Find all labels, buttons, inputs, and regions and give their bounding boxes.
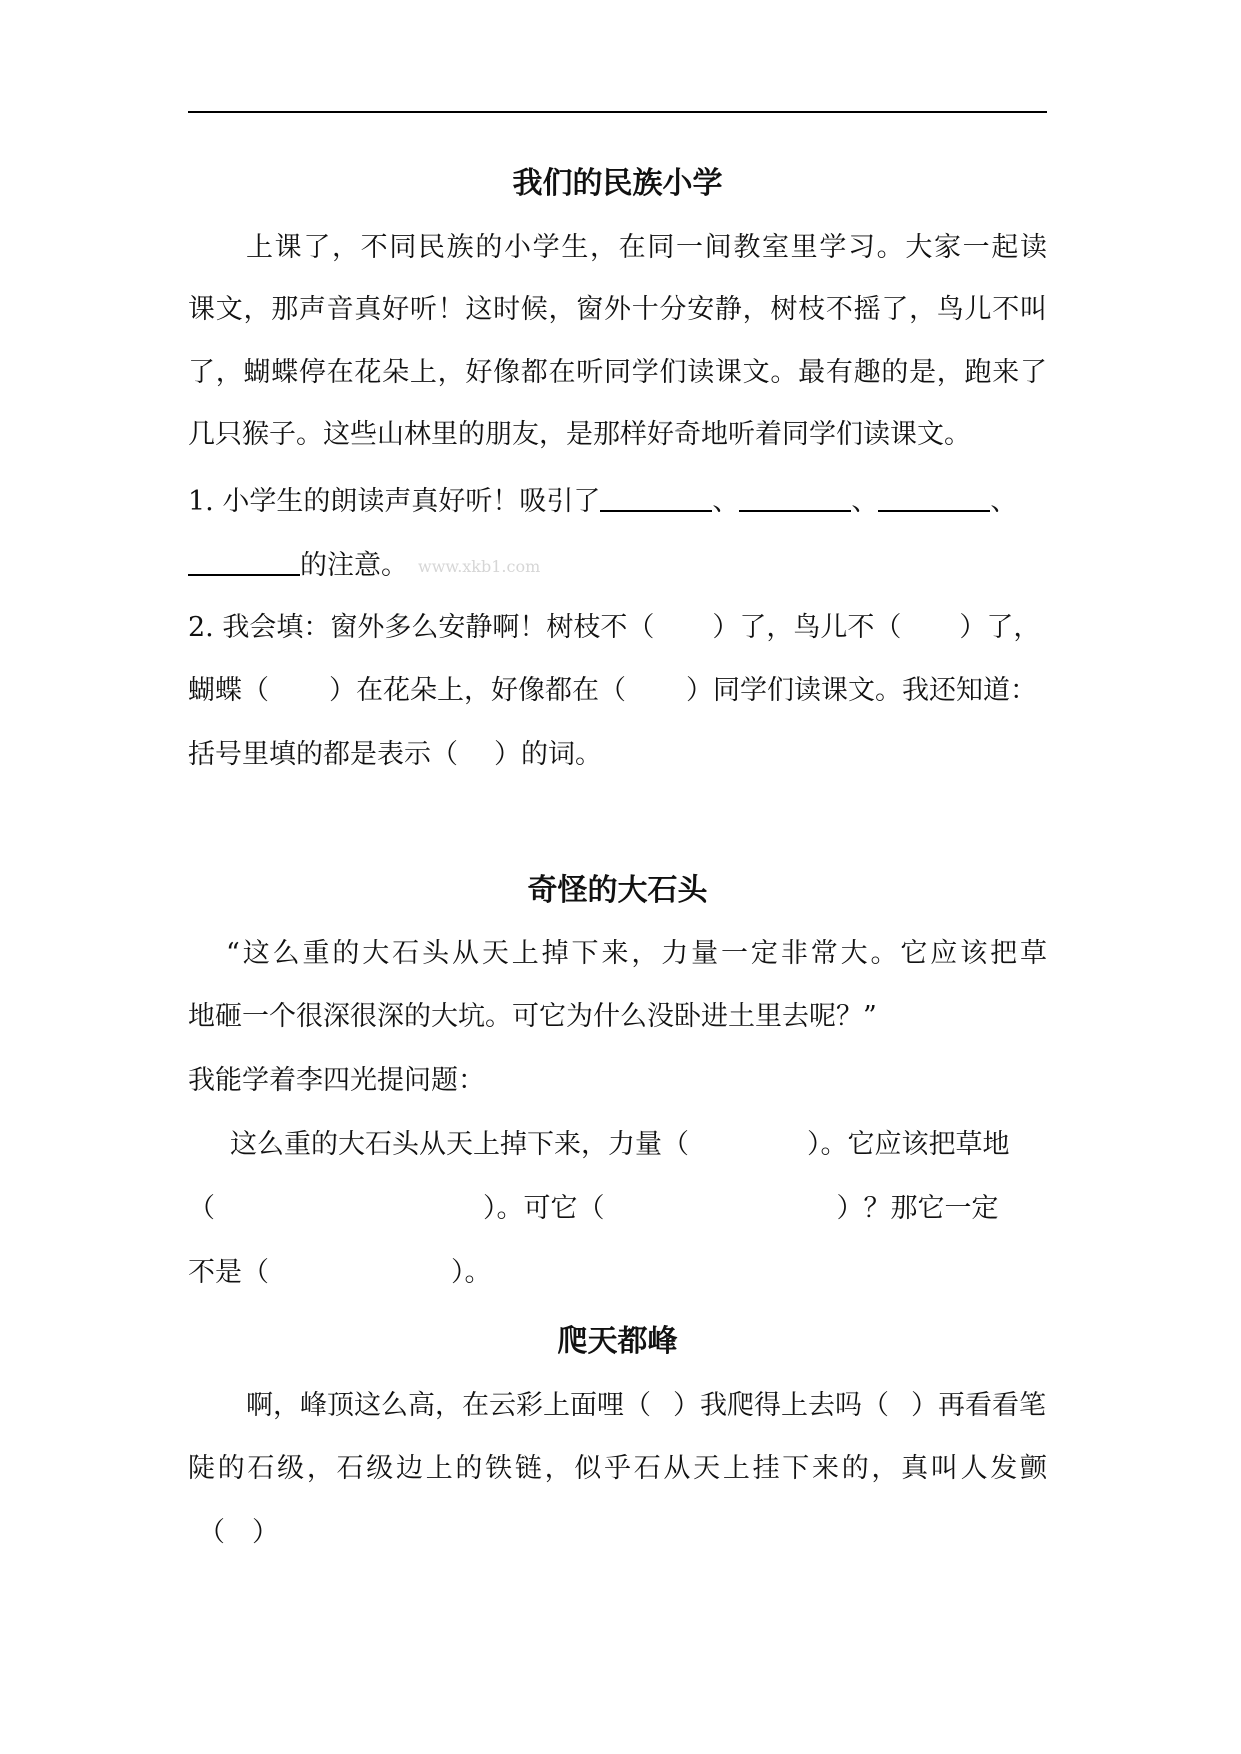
question-2-text: ）了，鸟儿不（ bbox=[712, 612, 902, 643]
separator: 、 bbox=[990, 486, 1018, 517]
separator: 、 bbox=[712, 486, 740, 517]
paragraph-line: 课文，那声音真好听！这时候，窗外十分安静，树枝不摇了，鸟儿不叫 bbox=[188, 294, 1047, 325]
fill-text: （ bbox=[188, 1193, 215, 1224]
fill-line bbox=[188, 1195, 1047, 1222]
paragraph-line: 地砸一个很深很深的大坑。可它为什么没卧进土里去呢？” bbox=[188, 1001, 877, 1032]
question-2-text: ）的词。 bbox=[494, 739, 602, 770]
question-2-text: ）在花朵上，好像都在（ bbox=[329, 675, 626, 706]
paragraph-line: “这么重的大石头从天上掉下来，力量一定非常大。它应该把草 bbox=[226, 938, 1047, 969]
question-1-cont bbox=[188, 550, 1047, 579]
fill-text: ）。它应该把草地 bbox=[807, 1129, 1010, 1160]
fill-line bbox=[188, 1259, 1047, 1286]
paragraph-line bbox=[246, 1392, 1047, 1419]
paragraph-line: 上课了，不同民族的小学生，在同一间教室里学习。大家一起读 bbox=[246, 232, 1047, 263]
paragraph-line: 了，蝴蝶停在花朵上，好像都在听同学们读课文。最有趣的是，跑来了 bbox=[188, 357, 1047, 388]
section-title-1: 我们的民族小学 bbox=[512, 166, 723, 201]
paragraph-line: 陡的石级，石级边上的铁链，似乎石从天上挂下来的，真叫人发颤 bbox=[188, 1453, 1047, 1484]
answer-blank[interactable] bbox=[188, 550, 300, 576]
paragraph-text: ）再看看笔 bbox=[911, 1390, 1046, 1421]
section-title-2: 奇怪的大石头 bbox=[527, 873, 708, 908]
header-rule bbox=[188, 111, 1047, 113]
question-1-text: 1. 小学生的朗读声真好听！吸引了 bbox=[188, 486, 601, 517]
question-2-text: 括号里填的都是表示（ bbox=[188, 739, 458, 770]
fill-text: ）。 bbox=[451, 1257, 492, 1288]
paragraph-line: 几只猴子。这些山林里的朋友，是那样好奇地听着同学们读课文。 bbox=[188, 419, 971, 450]
section-title-3: 爬天都峰 bbox=[557, 1324, 678, 1359]
question-1-tail: 的注意。 bbox=[300, 550, 408, 581]
question-2-text: ）了， bbox=[959, 612, 1041, 643]
paragraph-text: 啊，峰顶这么高，在云彩上面哩（ bbox=[246, 1390, 651, 1421]
paragraph-line[interactable]: （ ） bbox=[198, 1517, 279, 1548]
fill-text: 这么重的大石头从天上掉下来，力量（ bbox=[230, 1129, 689, 1160]
fill-text: ）？那它一定 bbox=[836, 1193, 999, 1224]
answer-blank[interactable] bbox=[739, 486, 851, 512]
question-2-text: 蝴蝶（ bbox=[188, 675, 269, 706]
question-1 bbox=[188, 486, 1047, 515]
fill-text: 不是（ bbox=[188, 1257, 269, 1288]
question-2 bbox=[188, 614, 1047, 641]
answer-blank[interactable] bbox=[878, 486, 990, 512]
instruction: 我能学着李四光提问题： bbox=[188, 1065, 485, 1096]
question-2-text: ）同学们读课文。我还知道： bbox=[686, 675, 1037, 706]
separator: 、 bbox=[851, 486, 879, 517]
fill-line bbox=[230, 1131, 1047, 1158]
fill-text: ）。可它（ bbox=[483, 1193, 605, 1224]
question-2-text: 2. 我会填：窗外多么安静啊！树枝不（ bbox=[188, 612, 655, 643]
question-2-cont bbox=[188, 741, 1047, 768]
answer-blank[interactable] bbox=[600, 486, 712, 512]
question-2-cont bbox=[188, 677, 1047, 704]
paragraph-text: ）我爬得上去吗（ bbox=[673, 1390, 889, 1421]
watermark: www.xkb1.com bbox=[418, 557, 541, 576]
